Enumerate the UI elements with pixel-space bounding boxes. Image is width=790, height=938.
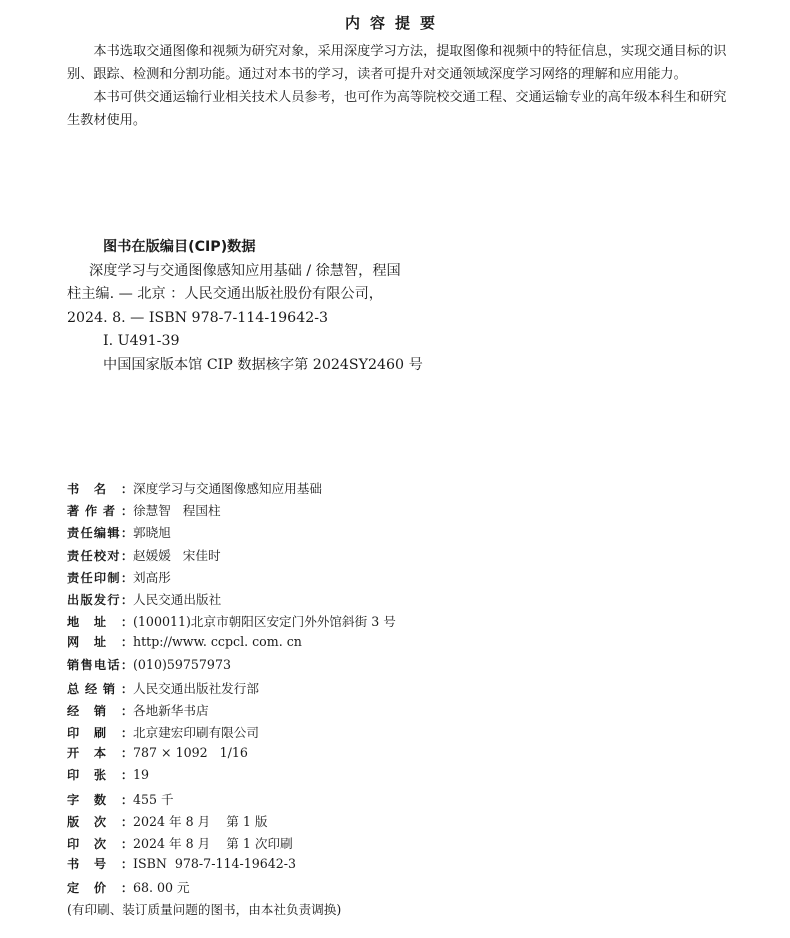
info-label: [67, 633, 133, 650]
info-value: 各地新华书店: [133, 702, 209, 718]
info-row: [67, 855, 667, 877]
info-label-colon: ：: [120, 592, 133, 607]
info-label-colon: ：: [120, 792, 133, 807]
info-label-char: 者: [102, 504, 116, 519]
info-value: 人民交通出版社发行部: [133, 680, 259, 696]
info-label-char: 字: [67, 792, 80, 807]
info-label-char: 价: [93, 881, 107, 896]
info-label-char: 张: [93, 768, 107, 783]
info-label-char: 开: [67, 746, 80, 761]
info-label: [67, 547, 133, 564]
info-label-char: 经: [67, 703, 80, 718]
info-value: 19: [133, 767, 150, 783]
info-label-char: 经: [84, 681, 98, 696]
info-label-char: 书: [67, 857, 80, 872]
info-row: [67, 522, 667, 544]
info-label: [67, 744, 133, 761]
info-label-char: 版: [80, 592, 93, 607]
info-label-char: 任: [80, 526, 93, 541]
publication-info-table: [67, 478, 667, 900]
info-label-char: 刷: [93, 726, 107, 741]
info-label-char: 次: [93, 837, 107, 851]
info-row: [67, 611, 667, 633]
info-value: 深度学习与交通图像感知应用基础: [133, 481, 322, 496]
info-label-char: 任: [80, 570, 93, 585]
info-label-char: 编: [93, 526, 107, 541]
info-value: 郭晓旭: [133, 525, 171, 541]
info-label-char: 著: [67, 504, 80, 519]
info-label: [67, 791, 133, 808]
info-row: [67, 700, 667, 722]
info-label-char: 制: [107, 570, 120, 585]
info-row: [67, 567, 667, 589]
cip-line: 2024. 8. — ISBN 978-7-114-19642-3: [67, 309, 329, 326]
info-value: ISBN 978-7-114-19642-3: [133, 856, 297, 872]
info-label-colon: ：: [120, 881, 133, 896]
footer-note: (有印刷、装订质量问题的图书，由本社负责调换): [67, 902, 342, 917]
info-label-char: 责: [67, 526, 80, 541]
info-label-char: 址: [93, 635, 107, 650]
info-value: 人民交通出版社: [133, 591, 222, 607]
info-label-char: 址: [93, 615, 107, 630]
info-label: [67, 680, 133, 697]
info-row: [67, 633, 667, 655]
info-label-colon: ：: [120, 615, 133, 630]
info-value: 68. 00 元: [133, 880, 190, 896]
cip-line: 深度学习与交通图像感知应用基础 / 徐慧智，程国: [89, 262, 401, 279]
info-label: [67, 480, 133, 497]
info-value: 赵媛媛 宋佳时: [133, 547, 221, 563]
cip-heading: 图书在版编目(CIP)数据: [103, 239, 256, 255]
info-label-char: 版: [67, 814, 80, 829]
info-label-char: 行: [107, 592, 120, 607]
info-label-colon: ：: [120, 746, 133, 761]
info-row: [67, 722, 667, 744]
info-label-char: 地: [67, 615, 80, 630]
info-row: [67, 766, 667, 788]
info-row: [67, 744, 667, 766]
summary-paragraph-1: 本书选取交通图像和视频为研究对象，采用深度学习方法，提取图像和视频中的特征信息，实现交通目标的识别、跟踪、检测和分割功能。通过对本书的学习，读者可提升对交通领域深度学习网络的理解和应用能力。: [67, 44, 727, 82]
info-label-char: 本: [93, 746, 107, 761]
info-row: [67, 877, 667, 899]
info-label: [67, 656, 133, 673]
summary-section: [67, 40, 731, 132]
info-label-char: 责: [67, 548, 80, 563]
cip-data-block: [67, 236, 667, 378]
info-label-colon: ：: [120, 814, 133, 829]
info-label-char: 印: [67, 837, 80, 851]
info-label-char: 话: [107, 657, 120, 672]
info-value: (010)59757973: [133, 656, 231, 672]
info-row: [67, 589, 667, 611]
info-value: 787 × 1092 1/16: [133, 745, 248, 761]
info-label-char: 印: [67, 726, 80, 741]
info-label-char: 网: [67, 635, 80, 650]
info-label-char: 印: [93, 570, 107, 585]
info-label-colon: ：: [120, 635, 133, 650]
info-value: 徐慧智 程国柱: [133, 503, 221, 519]
info-label-char: 销: [102, 681, 116, 696]
info-label-char: 发: [93, 592, 107, 607]
info-label-char: 总: [67, 681, 80, 696]
info-label: [67, 569, 133, 586]
info-label-char: 号: [93, 857, 107, 872]
info-row: [67, 545, 667, 567]
info-label: [67, 835, 133, 852]
info-label: [67, 855, 133, 872]
info-label-colon: ：: [120, 570, 133, 585]
info-label: [67, 702, 133, 719]
info-value: 455 千: [133, 791, 174, 807]
info-label-char: 对: [107, 548, 120, 563]
cip-line: 柱主编. — 北京 ：人民交通出版社股份有限公司，: [67, 286, 383, 303]
cip-line: Ⅰ. U491-39: [103, 333, 180, 350]
info-label: [67, 724, 133, 741]
info-label: [67, 591, 133, 608]
info-label-colon: ：: [120, 681, 133, 696]
info-row: [67, 478, 667, 500]
info-label: [67, 524, 133, 541]
info-label-char: 校: [93, 548, 107, 563]
info-value: 2024 年 8 月 第 1 版: [133, 813, 268, 829]
info-row: [67, 789, 667, 811]
info-label-char: 印: [67, 768, 80, 783]
info-label-colon: ：: [120, 768, 133, 783]
info-label-char: 定: [67, 881, 80, 896]
info-label-colon: ：: [120, 857, 133, 872]
info-value: 北京建宏印刷有限公司: [133, 725, 259, 741]
cip-line: 中国国家版本馆 CIP 数据核字第 2024SY2460 号: [103, 356, 423, 373]
info-label-colon: ：: [120, 548, 133, 563]
info-row: [67, 500, 667, 522]
info-label-colon: ：: [120, 482, 133, 496]
info-label-char: 销: [93, 703, 107, 718]
info-label: [67, 879, 133, 896]
info-label-char: 电: [93, 657, 107, 672]
info-label-colon: ：: [120, 837, 133, 851]
info-value: http://www. ccpcl. com. cn: [133, 634, 302, 650]
info-label-char: 辑: [107, 526, 120, 541]
info-label-colon: ：: [120, 504, 133, 519]
info-label: [67, 813, 133, 830]
info-label-colon: ：: [120, 703, 133, 718]
info-label-char: 作: [84, 504, 98, 519]
info-label: [67, 502, 133, 519]
summary-title: 内容提要: [344, 14, 445, 32]
info-label: [67, 766, 133, 783]
info-value: (100011)北京市朝阳区安定门外外馆斜街 3 号: [133, 614, 396, 630]
info-label-char: 销: [67, 657, 80, 672]
info-label-char: 名: [93, 482, 107, 496]
info-label-char: 数: [93, 792, 107, 807]
info-label-char: 售: [80, 657, 93, 672]
info-value: 刘高彤: [133, 569, 171, 585]
info-row: [67, 656, 667, 678]
info-row: [67, 678, 667, 700]
info-label-char: 任: [80, 548, 93, 563]
info-label-char: 责: [67, 570, 80, 585]
info-label-char: 次: [93, 814, 107, 829]
info-label-char: 书: [67, 482, 80, 496]
info-label-colon: ：: [120, 526, 133, 541]
info-label-char: 出: [67, 592, 80, 607]
info-value: 2024 年 8 月 第 1 次印刷: [133, 836, 293, 851]
info-row: [67, 833, 667, 855]
info-row: [67, 811, 667, 833]
info-label: [67, 613, 133, 630]
summary-paragraph-2: 本书可供交通运输行业相关技术人员参考，也可作为高等院校交通工程、交通运输专业的高年级本科生和研究生教材使用。: [67, 90, 727, 128]
info-label-colon: ：: [120, 726, 133, 741]
info-label-colon: ：: [120, 657, 133, 672]
